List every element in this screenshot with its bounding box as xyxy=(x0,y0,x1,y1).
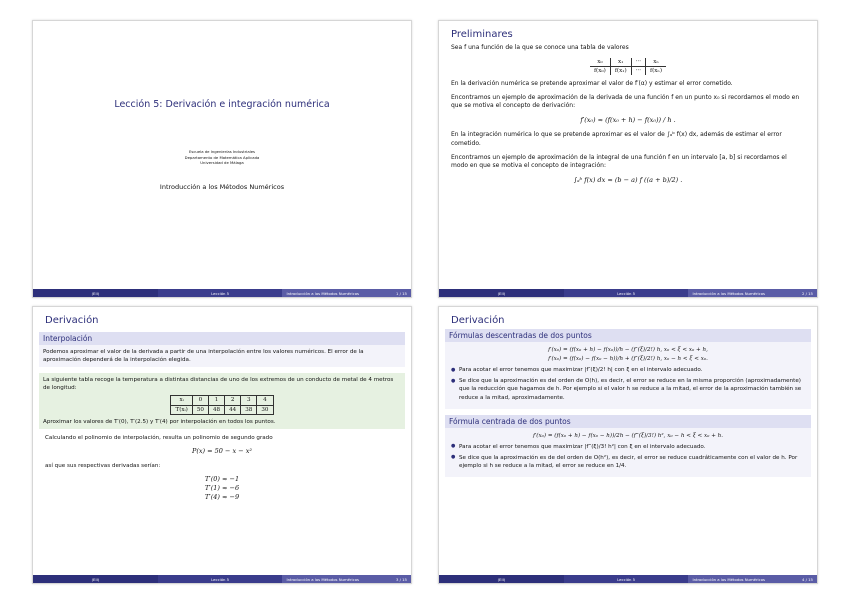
block-title: Fórmula centrada de dos puntos xyxy=(445,415,811,428)
table-cell: f(x₁) xyxy=(610,66,631,75)
block-content xyxy=(445,428,811,477)
example-text: La siguiente tabla recoge la temperatura a distintas distancias de uno de los extremos de un conducto de metal de 4 metros de longitud: xyxy=(43,377,394,392)
footer-course xyxy=(688,289,817,297)
table-cell: 38 xyxy=(241,405,257,414)
list-item: ● Se dice que la aproximación es de del orden de O(h²), es decir, el error se reduce cuadráticamente con el valor de h. Por ejemplo si h se reduce a la mitad, el error se reduce en 1/4. xyxy=(459,454,807,470)
list-item: ● Para acotar el error tenemos que maximizar |f‴(ξ)/3! h²| con ξ en el intervalo adecuado. xyxy=(459,443,807,451)
table-cell: 4 xyxy=(257,396,273,405)
slide-1[interactable] xyxy=(32,20,412,298)
slide-2-body xyxy=(439,40,817,196)
backward-formula: f′(x₀) = (f(x₀) − f(x₀ − h))/h + (f″(ξ)/2!) h, x₀ − h < ξ < x₀. xyxy=(548,356,708,363)
slide-footer xyxy=(439,575,817,583)
bullet-list xyxy=(449,366,807,401)
slide-3-body xyxy=(33,434,411,512)
footer-course xyxy=(688,575,817,583)
derivative-value: T′(1) ≈ −6 xyxy=(204,484,240,493)
table-cell: ··· xyxy=(631,66,645,75)
example-question: Aproximar los valores de T′(0), T′(2.5) y T′(4) por interpolación en todos los puntos. xyxy=(43,418,276,425)
block-title: Interpolación xyxy=(39,332,405,345)
footer-course-title: Introducción a los Métodos Numéricos xyxy=(692,290,765,296)
paragraph: En la derivación numérica se pretende aproximar el valor de f′(α) y estimar el error cometido. xyxy=(451,79,733,87)
paragraph: así que sus respectivas derivadas serían: xyxy=(45,463,161,470)
footer-author: (EII) xyxy=(439,289,564,297)
table-cell: 1 xyxy=(209,396,225,405)
table-cell: f(xₙ) xyxy=(646,66,667,75)
example-block xyxy=(39,373,405,429)
slide-1-institution xyxy=(33,149,411,166)
table-cell: 0 xyxy=(192,396,208,405)
table-cell: 48 xyxy=(209,405,225,414)
slide-4-title: Derivación xyxy=(451,315,505,326)
derivative-value: T′(0) ≈ −1 xyxy=(204,475,240,484)
table-cell: ··· xyxy=(631,58,645,67)
paragraph: Encontramos un ejemplo de aproximación de la integral de una función f en un intervalo [a, b] si recordamos el modo en que se motiva el concepto de integración: xyxy=(451,153,787,170)
table-cell: xₙ xyxy=(646,58,667,67)
slide-footer xyxy=(33,575,411,583)
table-header: T(xᵢ) xyxy=(171,405,192,414)
bullet-list xyxy=(449,443,807,470)
footer-course-title: Introducción a los Métodos Numéricos xyxy=(286,290,359,296)
table-cell: 44 xyxy=(225,405,241,414)
forward-formula: f′(x₀) = (f(x₀ + h) − f(x₀))/h − (f″(ξ)/2!) h, x₀ < ξ < x₀ + h, xyxy=(548,347,708,353)
slide-1-subtitle: Introducción a los Métodos Numéricos xyxy=(159,183,285,191)
footer-author: (EII) xyxy=(33,575,158,583)
footer-lesson: Lección 5 xyxy=(564,575,689,583)
footer-page-number: 2 / 15 xyxy=(802,290,813,296)
polynomial-formula: P(x) = 50 − x − x² xyxy=(191,446,253,455)
footer-course-title: Introducción a los Métodos Numéricos xyxy=(692,576,765,582)
footer-author: (EII) xyxy=(33,289,158,297)
table-cell: x₀ xyxy=(590,58,610,67)
block-content xyxy=(445,342,811,409)
footer-course xyxy=(282,289,411,297)
paragraph: Encontramos un ejemplo de aproximación de la derivada de una función f en un punto x₀ si recordamos el modo en que se motiva el concepto de derivación: xyxy=(451,93,800,110)
slide-3[interactable] xyxy=(32,306,412,584)
derivative-formula: f′(x₀) ≈ (f(x₀ + h) − f(x₀)) / h . xyxy=(580,115,676,124)
block-title: Fórmulas descentradas de dos puntos xyxy=(445,329,811,342)
footer-author: (EII) xyxy=(439,575,564,583)
institution-line: Universidad de Málaga xyxy=(200,160,244,166)
slide-1-title: Lección 5: Derivación e integración numérica xyxy=(114,99,330,110)
footer-lesson: Lección 5 xyxy=(158,575,283,583)
footer-course xyxy=(282,575,411,583)
slide-4[interactable] xyxy=(438,306,818,584)
integral-formula: ∫ₐᵇ f(x) dx ≈ (b − a) f ((a + b)/2) . xyxy=(573,176,683,185)
table-header: xᵢ xyxy=(171,396,192,405)
table-cell: 30 xyxy=(257,405,273,414)
slide-2-title: Preliminares xyxy=(451,29,513,40)
footer-lesson: Lección 5 xyxy=(158,289,283,297)
footer-page-number: 4 / 15 xyxy=(802,576,813,582)
derivatives-list xyxy=(45,475,399,501)
slide-2[interactable] xyxy=(438,20,818,298)
institution-line: Departamento de Matemática Aplicada xyxy=(184,154,260,160)
slide-footer xyxy=(33,289,411,297)
table-cell: 2 xyxy=(225,396,241,405)
list-item: ● Para acotar el error tenemos que maximizar |f″(ξ)/2! h| con ξ en el intervalo adecuado. xyxy=(459,366,807,374)
block-text: Podemos aproximar el valor de la derivada a partir de una interpolación entre los valores numéricos. El error de la aproximación dependerá de la interpolación elegida. xyxy=(39,345,405,367)
table-cell: 3 xyxy=(241,396,257,405)
values-table xyxy=(590,58,666,75)
derivative-value: T′(4) ≈ −9 xyxy=(204,492,240,501)
table-cell: 50 xyxy=(192,405,208,414)
slide-footer xyxy=(439,289,817,297)
list-item: ● Se dice que la aproximación es del orden de O(h), es decir, el error se reduce en la misma proporción (aproximadamente) que la reducción que hagamos de h. Por ejemplo si el valor h se reduce a la mitad, el error de la aproximación también se reduce a la mitad, aproximadamente. xyxy=(459,377,807,401)
footer-lesson: Lección 5 xyxy=(564,289,689,297)
table-cell: f(x₀) xyxy=(590,66,610,75)
temperature-table xyxy=(170,395,273,414)
institution-line: Escuela de Ingenierías Industriales xyxy=(188,149,256,154)
footer-page-number: 3 / 15 xyxy=(396,576,407,582)
paragraph: En la integración numérica lo que se pretende aproximar es el valor de ∫ₐᵇ f(x) dx, además de estimar el error cometido. xyxy=(451,131,782,148)
footer-course-title: Introducción a los Métodos Numéricos xyxy=(286,576,359,582)
paragraph: Calculando el polinomio de interpolación, resulta un polinomio de segundo grado xyxy=(45,434,273,441)
centered-formula: f′(x₀) = (f(x₀ + h) − f(x₀ − h))/2h − (f‴(ξ)/3!) h², x₀ − h < ξ < x₀ + h. xyxy=(532,432,724,439)
slide-3-title: Derivación xyxy=(45,315,99,326)
paragraph: Sea f una función de la que se conoce una tabla de valores xyxy=(451,44,629,51)
footer-page-number: 1 / 15 xyxy=(396,290,407,296)
table-cell: x₁ xyxy=(610,58,631,67)
